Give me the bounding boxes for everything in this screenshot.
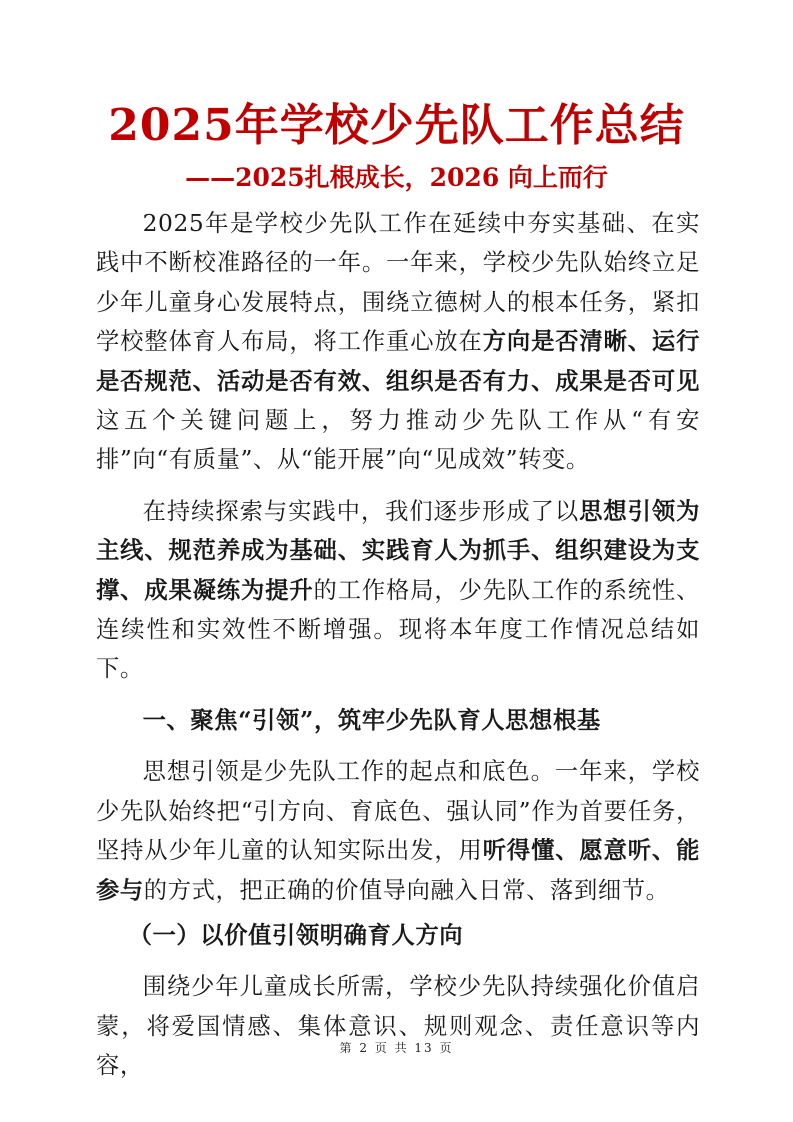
paragraph-values: 围绕少年儿童成长所需，学校少先队持续强化价值启蒙，将爱国情感、集体意识、规则观念、责任意识等内容， xyxy=(96,973,700,1080)
paragraph-text: 的方式，把正确的价值导向融入日常、落到细节。 xyxy=(143,876,670,904)
document-subtitle: ——2025扎根成长，2026 向上而行 xyxy=(185,163,608,192)
paragraph-emphasis: 思想引领为主线、规范养成为基础、实践育人为抓手、组织建设为支撑、成果凝练为提升 xyxy=(96,497,700,604)
paragraph-framework xyxy=(96,492,700,689)
paragraph-guidance xyxy=(96,752,700,910)
paragraph-text: 的工作格局，少先队工作的系统性、连续性和实效性不断增强。现将本年度工作情况总结如下。 xyxy=(96,576,700,683)
paragraph-text: 2025年是学校少先队工作在延续中夯实基础、在实践中不断校准路径的一年。一年来，学校少先队始终立足少年儿童身心发展特点，围绕立德树人的根本任务，紧扣学校整体育人布局，将工作重心放在 xyxy=(96,210,700,356)
subsection-heading-1: （一）以价值引领明确育人方向 xyxy=(128,921,464,949)
paragraph-intro xyxy=(96,204,700,480)
document-title: 2025年学校少先队工作总结 xyxy=(108,100,685,151)
paragraph-emphasis: 听得懂、愿意听、能参与 xyxy=(96,837,700,904)
section-heading-1: 一、聚焦“引领”，筑牢少先队育人思想根基 xyxy=(142,706,601,734)
paragraph-text: 这五个关键问题上，努力推动少先队工作从“有安排”向“有质量”、从“能开展”向“见成效”转变。 xyxy=(96,407,700,474)
page-number-footer: 第 2 页 共 13 页 xyxy=(339,1041,454,1055)
paragraph-emphasis: 方向是否清晰、运行是否规范、活动是否有效、组织是否有力、成果是否可见 xyxy=(96,328,700,395)
paragraph-text: 思想引领是少先队工作的起点和底色。一年来，学校少先队始终把“引方向、育底色、强认同”作为首要任务，坚持从少年儿童的认知实际出发，用 xyxy=(96,758,700,865)
paragraph-text: 在持续探索与实践中，我们逐步形成了以 xyxy=(142,497,580,525)
document-body xyxy=(96,204,700,1086)
